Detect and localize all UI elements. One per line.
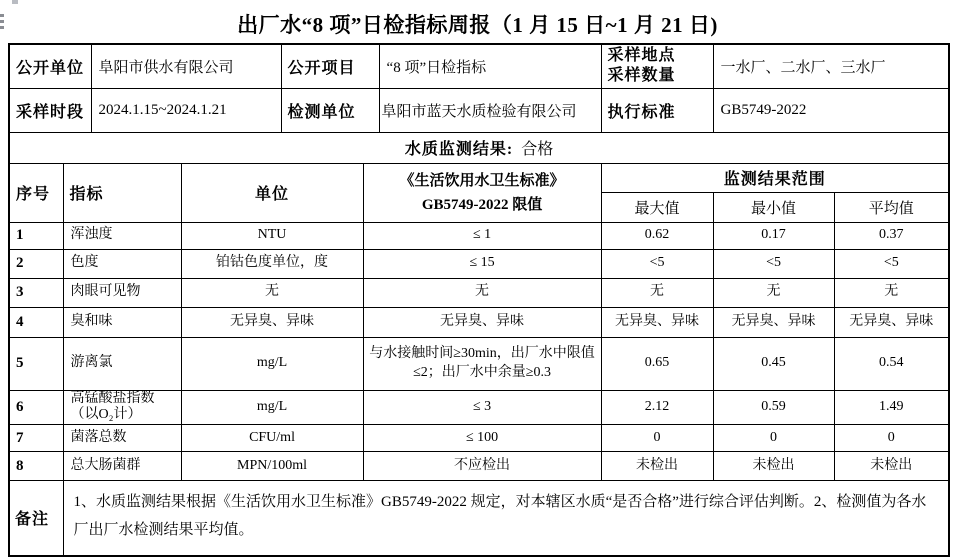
cell-min: 0.17: [713, 222, 834, 249]
cell-no: 2: [9, 249, 63, 278]
cell-unit: mg/L: [181, 337, 363, 390]
indicator-row-3: [9, 278, 949, 307]
cell-indicator: 浑浊度: [63, 222, 181, 249]
result-value: 合格: [521, 141, 554, 158]
cell-avg: 0: [834, 425, 949, 452]
col-header-avg: 平均值: [834, 192, 949, 222]
cell-min: 0: [713, 425, 834, 452]
cell-no: 5: [9, 337, 63, 390]
info-row-2: [9, 88, 949, 132]
water-quality-report-table: [8, 43, 950, 557]
sampling-site-label-line2: 采样数量: [607, 67, 676, 85]
cell-indicator: 臭和味: [63, 307, 181, 337]
indicator-row-4: [9, 307, 949, 337]
cell-unit: NTU: [181, 222, 363, 249]
col-header-indicator: 指标: [63, 163, 181, 222]
cell-avg: 未检出: [834, 452, 949, 481]
cell-min: 0.45: [713, 337, 834, 390]
public-project-value: “8 项”日检指标: [379, 44, 601, 88]
page-edge-dots-artifact: [0, 14, 4, 30]
remark-text: 1、水质监测结果根据《生活饮用水卫生标准》GB5749-2022 规定，对本辖区水质“是否合格”进行综合评估判断。2、检测值为各水厂出厂水检测结果平均值。: [63, 481, 949, 556]
cell-limit: ≤ 15: [363, 249, 601, 278]
indicator-row-7: [9, 425, 949, 452]
cell-no: 1: [9, 222, 63, 249]
cell-limit: 与水接触时间≥30min，出厂水中限值≤2；出厂水中余量≥0.3: [363, 337, 601, 390]
col-header-unit: 单位: [181, 163, 363, 222]
cell-no: 6: [9, 390, 63, 425]
page-edge-tick-artifact: [12, 0, 18, 4]
indicator-row-8: [9, 452, 949, 481]
cell-indicator: 肉眼可见物: [63, 278, 181, 307]
indicator-row-1: [9, 222, 949, 249]
col-header-limit-line1: 《生活饮用水卫生标准》: [399, 172, 565, 189]
cell-indicator: 总大肠菌群: [63, 452, 181, 481]
page-title: 出厂水“8 项”日检指标周报（1 月 15 日~1 月 21 日): [237, 13, 718, 37]
sampling-site-value: 一水厂、二水厂、三水厂: [713, 44, 949, 88]
cell-no: 8: [9, 452, 63, 481]
col-header-limit: [363, 163, 601, 222]
standard-label: 执行标准: [601, 88, 713, 132]
cell-avg: 1.49: [834, 390, 949, 425]
cell-unit: 铂钴色度单位，度: [181, 249, 363, 278]
sampling-site-count-label: [601, 44, 713, 88]
cell-max: 2.12: [601, 390, 713, 425]
sampling-site-label-line1: 采样地点: [607, 47, 676, 65]
cell-indicator: 高锰酸盐指数（以O₂计）: [63, 390, 181, 425]
cell-avg: 无: [834, 278, 949, 307]
result-label: 水质监测结果:: [404, 141, 514, 158]
info-row-1: [9, 44, 949, 88]
col-header-limit-line2: GB5749-2022 限值: [421, 196, 543, 213]
indicator-row-6: [9, 390, 949, 425]
cell-unit: MPN/100ml: [181, 452, 363, 481]
cell-min: 0.59: [713, 390, 834, 425]
cell-min: 无: [713, 278, 834, 307]
cell-limit: ≤ 3: [363, 390, 601, 425]
standard-value: GB5749-2022: [713, 88, 949, 132]
cell-max: 无: [601, 278, 713, 307]
cell-unit: 无异臭、异味: [181, 307, 363, 337]
cell-indicator: 色度: [63, 249, 181, 278]
water-quality-result: [9, 132, 949, 163]
cell-unit: mg/L: [181, 390, 363, 425]
cell-max: 未检出: [601, 452, 713, 481]
col-header-min: 最小值: [713, 192, 834, 222]
cell-max: 0.65: [601, 337, 713, 390]
cell-avg: 0.37: [834, 222, 949, 249]
result-banner-row: [9, 132, 949, 163]
cell-avg: 0.54: [834, 337, 949, 390]
sampling-period-label: 采样时段: [9, 88, 91, 132]
cell-max: 无异臭、异味: [601, 307, 713, 337]
sampling-period-value: 2024.1.15~2024.1.21: [91, 88, 281, 132]
cell-max: 0: [601, 425, 713, 452]
cell-no: 3: [9, 278, 63, 307]
cell-indicator: 游离氯: [63, 337, 181, 390]
cell-limit: 无: [363, 278, 601, 307]
col-header-no: 序号: [9, 163, 63, 222]
col-header-range: 监测结果范围: [601, 163, 949, 192]
indicator-row-5: [9, 337, 949, 390]
testing-unit-value: 阜阳市蓝天水质检验有限公司: [379, 88, 601, 132]
public-unit-value: 阜阳市供水有限公司: [91, 44, 281, 88]
cell-limit: 无异臭、异味: [363, 307, 601, 337]
cell-avg: 无异臭、异味: [834, 307, 949, 337]
cell-limit: ≤ 1: [363, 222, 601, 249]
cell-indicator: 菌落总数: [63, 425, 181, 452]
remark-label: 备注: [9, 481, 63, 556]
cell-limit: 不应检出: [363, 452, 601, 481]
cell-min: 无异臭、异味: [713, 307, 834, 337]
cell-no: 4: [9, 307, 63, 337]
remark-row: [9, 481, 949, 556]
testing-unit-label: 检测单位: [281, 88, 379, 132]
cell-unit: CFU/ml: [181, 425, 363, 452]
col-header-max: 最大值: [601, 192, 713, 222]
public-unit-label: 公开单位: [9, 44, 91, 88]
public-project-label: 公开项目: [281, 44, 379, 88]
indicator-row-2: [9, 249, 949, 278]
cell-unit: 无: [181, 278, 363, 307]
cell-max: 0.62: [601, 222, 713, 249]
cell-max: <5: [601, 249, 713, 278]
header-row-1: [9, 163, 949, 192]
cell-limit: ≤ 100: [363, 425, 601, 452]
cell-avg: <5: [834, 249, 949, 278]
cell-min: 未检出: [713, 452, 834, 481]
cell-min: <5: [713, 249, 834, 278]
cell-no: 7: [9, 425, 63, 452]
